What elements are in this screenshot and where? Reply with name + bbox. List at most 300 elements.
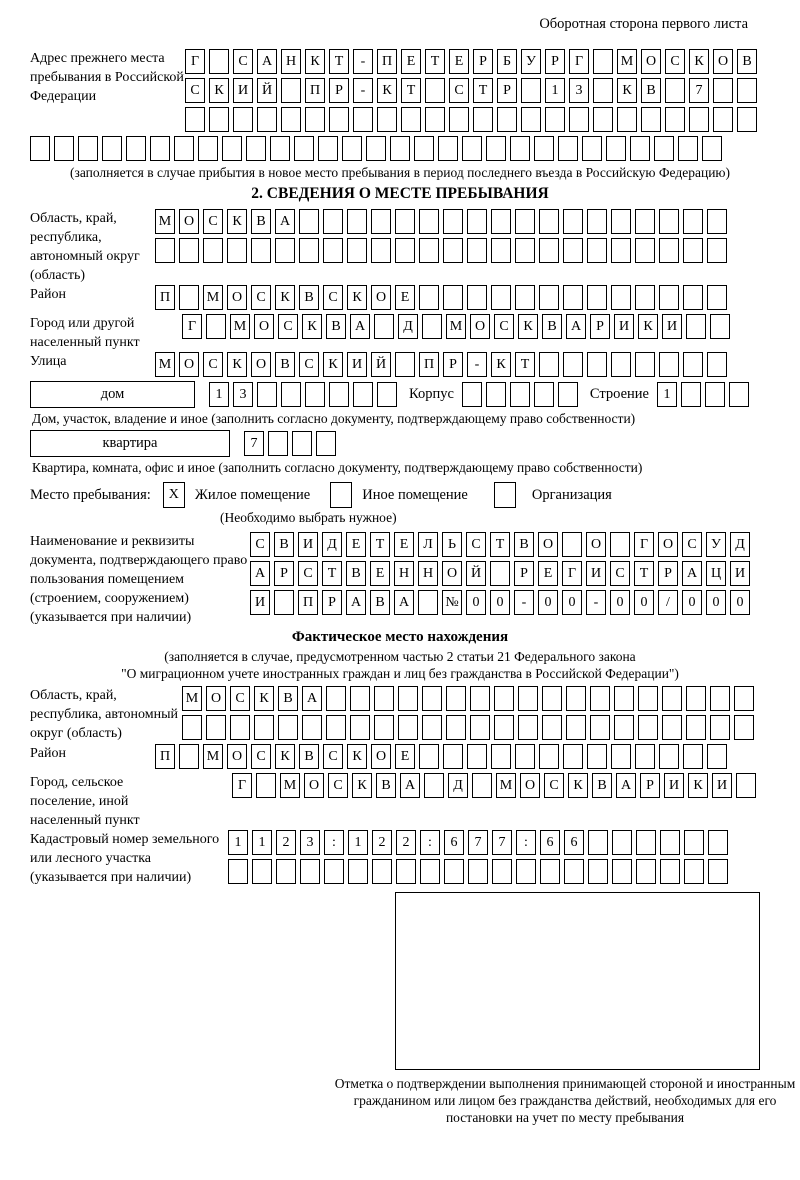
char-box bbox=[438, 136, 458, 161]
char-box bbox=[491, 744, 511, 769]
char-box bbox=[587, 352, 607, 377]
char-box: К bbox=[254, 686, 274, 711]
char-box: Р bbox=[514, 561, 534, 586]
char-box: С bbox=[203, 209, 223, 234]
char-box bbox=[708, 830, 728, 855]
char-box: Н bbox=[394, 561, 414, 586]
char-box: В bbox=[299, 285, 319, 310]
char-box: 1 bbox=[252, 830, 272, 855]
char-box: 0 bbox=[466, 590, 486, 615]
char-box: С bbox=[298, 561, 318, 586]
char-box bbox=[518, 715, 538, 740]
char-box: О bbox=[538, 532, 558, 557]
actual-location-title: Фактическое место нахождения bbox=[291, 629, 509, 645]
char-box bbox=[686, 314, 706, 339]
checkbox-organization[interactable] bbox=[494, 482, 516, 508]
char-box bbox=[281, 382, 301, 407]
char-box bbox=[542, 715, 562, 740]
char-box bbox=[419, 285, 439, 310]
char-box: И bbox=[662, 314, 682, 339]
char-box bbox=[419, 744, 439, 769]
char-box bbox=[707, 352, 727, 377]
char-box bbox=[641, 107, 661, 132]
char-box bbox=[683, 744, 703, 769]
char-box bbox=[233, 107, 253, 132]
char-box bbox=[468, 859, 488, 884]
char-box bbox=[713, 78, 733, 103]
section2-title: 2. СВЕДЕНИЯ О МЕСТЕ ПРЕБЫВАНИЯ bbox=[251, 185, 549, 202]
char-box bbox=[638, 686, 658, 711]
char-box bbox=[710, 314, 730, 339]
char-box bbox=[443, 238, 463, 263]
char-box: О bbox=[179, 209, 199, 234]
char-box bbox=[374, 715, 394, 740]
char-box bbox=[446, 715, 466, 740]
char-box: 2 bbox=[372, 830, 392, 855]
char-box: А bbox=[682, 561, 702, 586]
char-box: А bbox=[302, 686, 322, 711]
char-box: В bbox=[275, 352, 295, 377]
char-box: И bbox=[730, 561, 750, 586]
char-box: Т bbox=[473, 78, 493, 103]
char-box bbox=[534, 382, 554, 407]
char-box bbox=[494, 686, 514, 711]
char-box: Б bbox=[497, 49, 517, 74]
char-box bbox=[347, 209, 367, 234]
char-box bbox=[660, 859, 680, 884]
char-box: С bbox=[251, 744, 271, 769]
prev-address-label: Адрес прежнего места пребывания в Российской Федерации bbox=[30, 51, 184, 104]
char-box bbox=[534, 136, 554, 161]
char-box bbox=[683, 352, 703, 377]
char-box: Л bbox=[418, 532, 438, 557]
char-box bbox=[734, 715, 754, 740]
char-box bbox=[593, 49, 613, 74]
char-box: О bbox=[520, 773, 540, 798]
char-box: Р bbox=[473, 49, 493, 74]
char-box bbox=[563, 238, 583, 263]
char-box: П bbox=[298, 590, 318, 615]
char-box: А bbox=[394, 590, 414, 615]
char-box bbox=[705, 382, 725, 407]
apartment-type-box: квартира bbox=[30, 430, 230, 457]
char-box: 1 bbox=[545, 78, 565, 103]
char-box bbox=[467, 238, 487, 263]
char-box bbox=[276, 859, 296, 884]
char-box bbox=[636, 830, 656, 855]
char-box bbox=[323, 209, 343, 234]
char-box: Д bbox=[398, 314, 418, 339]
char-box: Р bbox=[329, 78, 349, 103]
char-box bbox=[222, 136, 242, 161]
char-box bbox=[446, 686, 466, 711]
char-box: К bbox=[227, 352, 247, 377]
char-box bbox=[414, 136, 434, 161]
char-box bbox=[492, 859, 512, 884]
char-box: М bbox=[230, 314, 250, 339]
city-label: Город или другой населенный пункт bbox=[30, 316, 140, 350]
actual-region-row-1 bbox=[182, 686, 770, 711]
char-box: М bbox=[203, 744, 223, 769]
char-box bbox=[593, 107, 613, 132]
char-box: И bbox=[250, 590, 270, 615]
stay-type-row bbox=[30, 482, 770, 508]
char-box bbox=[686, 686, 706, 711]
char-box: С bbox=[494, 314, 514, 339]
char-box: И bbox=[298, 532, 318, 557]
char-box bbox=[329, 107, 349, 132]
char-box: С bbox=[323, 285, 343, 310]
char-box: К bbox=[688, 773, 708, 798]
house-caption: Дом, участок, владение и иное (заполнить согласно документу, подтверждающему право собственности) bbox=[32, 411, 636, 426]
char-box: В bbox=[542, 314, 562, 339]
char-box bbox=[587, 238, 607, 263]
char-box: К bbox=[302, 314, 322, 339]
char-box bbox=[422, 715, 442, 740]
char-box: О bbox=[304, 773, 324, 798]
char-box bbox=[540, 859, 560, 884]
char-box bbox=[515, 209, 535, 234]
char-box bbox=[299, 238, 319, 263]
char-box bbox=[611, 744, 631, 769]
char-box bbox=[294, 136, 314, 161]
char-box bbox=[342, 136, 362, 161]
char-box: О bbox=[641, 49, 661, 74]
char-box bbox=[278, 715, 298, 740]
char-box bbox=[348, 859, 368, 884]
char-box: 0 bbox=[682, 590, 702, 615]
street-row bbox=[155, 352, 770, 377]
char-box bbox=[566, 715, 586, 740]
char-box: К bbox=[638, 314, 658, 339]
char-box bbox=[350, 715, 370, 740]
char-box bbox=[635, 744, 655, 769]
char-box: М bbox=[280, 773, 300, 798]
char-box: Ц bbox=[706, 561, 726, 586]
char-box bbox=[665, 107, 685, 132]
char-box: 1 bbox=[657, 382, 677, 407]
char-box: Т bbox=[401, 78, 421, 103]
char-box: В bbox=[326, 314, 346, 339]
char-box bbox=[659, 285, 679, 310]
char-box bbox=[521, 107, 541, 132]
char-box: О bbox=[206, 686, 226, 711]
char-box: С bbox=[250, 532, 270, 557]
char-box bbox=[256, 773, 276, 798]
char-box: Д bbox=[322, 532, 342, 557]
char-box bbox=[182, 715, 202, 740]
confirmation-mark-caption: Отметка о подтверждении выполнения принимающей стороной и иностранным гражданином или лицом без гражданства действий, необходимых для его постановки на учет по месту пребывания bbox=[334, 1076, 796, 1125]
char-box bbox=[377, 107, 397, 132]
char-box bbox=[510, 382, 530, 407]
char-box: И bbox=[712, 773, 732, 798]
apartment-number-cells bbox=[244, 431, 340, 456]
char-box bbox=[659, 352, 679, 377]
char-box: Р bbox=[590, 314, 610, 339]
char-box bbox=[662, 686, 682, 711]
char-box bbox=[515, 285, 535, 310]
char-box bbox=[539, 352, 559, 377]
char-box bbox=[419, 238, 439, 263]
char-box bbox=[326, 686, 346, 711]
char-box bbox=[257, 382, 277, 407]
char-box: Т bbox=[425, 49, 445, 74]
char-box bbox=[305, 382, 325, 407]
char-box: Р bbox=[274, 561, 294, 586]
char-box: 3 bbox=[233, 382, 253, 407]
char-box bbox=[472, 773, 492, 798]
actual-city-block bbox=[30, 773, 770, 830]
char-box bbox=[329, 382, 349, 407]
char-box bbox=[281, 78, 301, 103]
char-box bbox=[302, 715, 322, 740]
char-box bbox=[612, 830, 632, 855]
char-box: Д bbox=[730, 532, 750, 557]
char-box bbox=[563, 744, 583, 769]
apartment-caption: Квартира, комната, офис и иное (заполнить согласно документу, подтверждающему право собственности) bbox=[32, 460, 643, 475]
char-box bbox=[462, 136, 482, 161]
actual-region-row-2 bbox=[182, 715, 770, 740]
char-box: С bbox=[230, 686, 250, 711]
char-box bbox=[617, 107, 637, 132]
char-box: Т bbox=[634, 561, 654, 586]
char-box: Й bbox=[371, 352, 391, 377]
char-box bbox=[467, 744, 487, 769]
char-box: В bbox=[514, 532, 534, 557]
char-box bbox=[486, 136, 506, 161]
char-box bbox=[491, 285, 511, 310]
char-box bbox=[590, 715, 610, 740]
char-box: В bbox=[737, 49, 757, 74]
char-box bbox=[684, 859, 704, 884]
char-box bbox=[686, 715, 706, 740]
char-box: М bbox=[182, 686, 202, 711]
char-box bbox=[665, 78, 685, 103]
char-box bbox=[323, 238, 343, 263]
char-box: 7 bbox=[244, 431, 264, 456]
char-box bbox=[206, 715, 226, 740]
char-box bbox=[254, 715, 274, 740]
house-type-box: дом bbox=[30, 381, 195, 408]
char-box bbox=[569, 107, 589, 132]
char-box bbox=[390, 136, 410, 161]
char-box: Й bbox=[466, 561, 486, 586]
char-box: А bbox=[566, 314, 586, 339]
char-box: Г bbox=[232, 773, 252, 798]
char-box bbox=[588, 830, 608, 855]
char-box: Т bbox=[322, 561, 342, 586]
char-box bbox=[268, 431, 288, 456]
char-box bbox=[611, 285, 631, 310]
char-box: С bbox=[544, 773, 564, 798]
char-box: Е bbox=[401, 49, 421, 74]
char-box: В bbox=[592, 773, 612, 798]
char-box: Т bbox=[490, 532, 510, 557]
char-box bbox=[558, 136, 578, 161]
char-box: О bbox=[251, 352, 271, 377]
char-box bbox=[636, 859, 656, 884]
char-box: К bbox=[209, 78, 229, 103]
char-box bbox=[422, 686, 442, 711]
char-box bbox=[227, 238, 247, 263]
prev-address-row-3 bbox=[185, 107, 770, 132]
char-box bbox=[366, 136, 386, 161]
char-box: К bbox=[227, 209, 247, 234]
char-box: М bbox=[617, 49, 637, 74]
actual-location-note-1: (заполняется в случае, предусмотренном частью 2 статьи 21 Федерального закона bbox=[164, 649, 636, 664]
char-box: Т bbox=[370, 532, 390, 557]
actual-district-block bbox=[30, 744, 770, 773]
char-box: : bbox=[324, 830, 344, 855]
char-box bbox=[587, 285, 607, 310]
char-box bbox=[566, 686, 586, 711]
char-box bbox=[292, 431, 312, 456]
char-box bbox=[270, 136, 290, 161]
char-box: П bbox=[155, 744, 175, 769]
char-box bbox=[470, 686, 490, 711]
char-box bbox=[545, 107, 565, 132]
char-box: К bbox=[275, 285, 295, 310]
char-box: П bbox=[377, 49, 397, 74]
checkbox-residential[interactable]: X bbox=[163, 482, 185, 508]
char-box: 6 bbox=[540, 830, 560, 855]
char-box: Й bbox=[257, 78, 277, 103]
char-box: О bbox=[227, 744, 247, 769]
char-box: К bbox=[347, 285, 367, 310]
char-box: Е bbox=[538, 561, 558, 586]
char-box: М bbox=[446, 314, 466, 339]
stroenie-cells bbox=[657, 382, 753, 407]
char-box bbox=[398, 686, 418, 711]
char-box: А bbox=[250, 561, 270, 586]
char-box: О bbox=[442, 561, 462, 586]
char-box bbox=[185, 107, 205, 132]
char-box bbox=[470, 715, 490, 740]
char-box bbox=[353, 107, 373, 132]
char-box bbox=[611, 209, 631, 234]
char-box: А bbox=[346, 590, 366, 615]
char-box: - bbox=[467, 352, 487, 377]
char-box: В bbox=[346, 561, 366, 586]
char-box bbox=[449, 107, 469, 132]
prev-address-block bbox=[30, 49, 770, 136]
checkbox-other-premises[interactable] bbox=[330, 482, 352, 508]
region-row-1 bbox=[155, 209, 770, 234]
char-box bbox=[638, 715, 658, 740]
char-box: С bbox=[299, 352, 319, 377]
char-box bbox=[398, 715, 418, 740]
region-label: Область, край, республика, автономный округ (область) bbox=[30, 211, 140, 283]
char-box bbox=[683, 209, 703, 234]
actual-location-note-2: "О миграционном учете иностранных граждан и лиц без гражданства в Российской Федерации") bbox=[121, 666, 679, 681]
char-box bbox=[126, 136, 146, 161]
char-box: Е bbox=[370, 561, 390, 586]
document-label: Наименование и реквизиты документа, подтверждающего право пользования помещением (строением, сооружением) (указывается при наличии) bbox=[30, 534, 248, 625]
cadastral-row-1 bbox=[228, 830, 770, 855]
char-box bbox=[424, 773, 444, 798]
char-box: 6 bbox=[444, 830, 464, 855]
char-box: 7 bbox=[492, 830, 512, 855]
char-box: О bbox=[586, 532, 606, 557]
char-box: С bbox=[323, 744, 343, 769]
char-box: К bbox=[377, 78, 397, 103]
prev-address-row-2 bbox=[185, 78, 770, 103]
char-box: В bbox=[370, 590, 390, 615]
actual-city-label: Город, сельское поселение, иной населенный пункт bbox=[30, 775, 140, 828]
char-box: Е bbox=[395, 285, 415, 310]
char-box: М bbox=[496, 773, 516, 798]
char-box: М bbox=[155, 352, 175, 377]
char-box bbox=[299, 209, 319, 234]
char-box bbox=[54, 136, 74, 161]
city-block bbox=[30, 314, 770, 352]
char-box bbox=[539, 285, 559, 310]
char-box: С bbox=[278, 314, 298, 339]
char-box bbox=[562, 532, 582, 557]
char-box: К bbox=[491, 352, 511, 377]
actual-region-block bbox=[30, 686, 770, 744]
char-box: У bbox=[706, 532, 726, 557]
char-box: К bbox=[689, 49, 709, 74]
char-box: 1 bbox=[209, 382, 229, 407]
char-box bbox=[713, 107, 733, 132]
char-box bbox=[174, 136, 194, 161]
char-box: Г bbox=[634, 532, 654, 557]
char-box bbox=[300, 859, 320, 884]
char-box bbox=[203, 238, 223, 263]
char-box: 1 bbox=[228, 830, 248, 855]
char-box bbox=[563, 285, 583, 310]
char-box bbox=[281, 107, 301, 132]
char-box: У bbox=[521, 49, 541, 74]
char-box: В bbox=[376, 773, 396, 798]
char-box bbox=[179, 744, 199, 769]
char-box bbox=[467, 285, 487, 310]
char-box bbox=[611, 352, 631, 377]
char-box: Е bbox=[449, 49, 469, 74]
char-box bbox=[443, 744, 463, 769]
char-box: Р bbox=[443, 352, 463, 377]
char-box bbox=[251, 238, 271, 263]
char-box bbox=[377, 382, 397, 407]
char-box bbox=[635, 209, 655, 234]
char-box: К bbox=[305, 49, 325, 74]
char-box bbox=[729, 382, 749, 407]
char-box: Е bbox=[346, 532, 366, 557]
option-label-other-premises: Иное помещение bbox=[362, 486, 468, 503]
char-box: 0 bbox=[634, 590, 654, 615]
char-box bbox=[150, 136, 170, 161]
char-box: И bbox=[347, 352, 367, 377]
char-box bbox=[635, 352, 655, 377]
char-box: № bbox=[442, 590, 462, 615]
char-box bbox=[564, 859, 584, 884]
char-box bbox=[708, 859, 728, 884]
char-box: - bbox=[353, 78, 373, 103]
char-box bbox=[659, 238, 679, 263]
char-box: 2 bbox=[276, 830, 296, 855]
char-box: Г bbox=[569, 49, 589, 74]
char-box bbox=[395, 209, 415, 234]
region-block bbox=[30, 209, 770, 285]
char-box bbox=[473, 107, 493, 132]
char-box: / bbox=[658, 590, 678, 615]
char-box: 3 bbox=[300, 830, 320, 855]
char-box bbox=[611, 238, 631, 263]
actual-region-label: Область, край, республика, автономный округ (область) bbox=[30, 688, 179, 741]
char-box bbox=[588, 859, 608, 884]
char-box bbox=[425, 107, 445, 132]
